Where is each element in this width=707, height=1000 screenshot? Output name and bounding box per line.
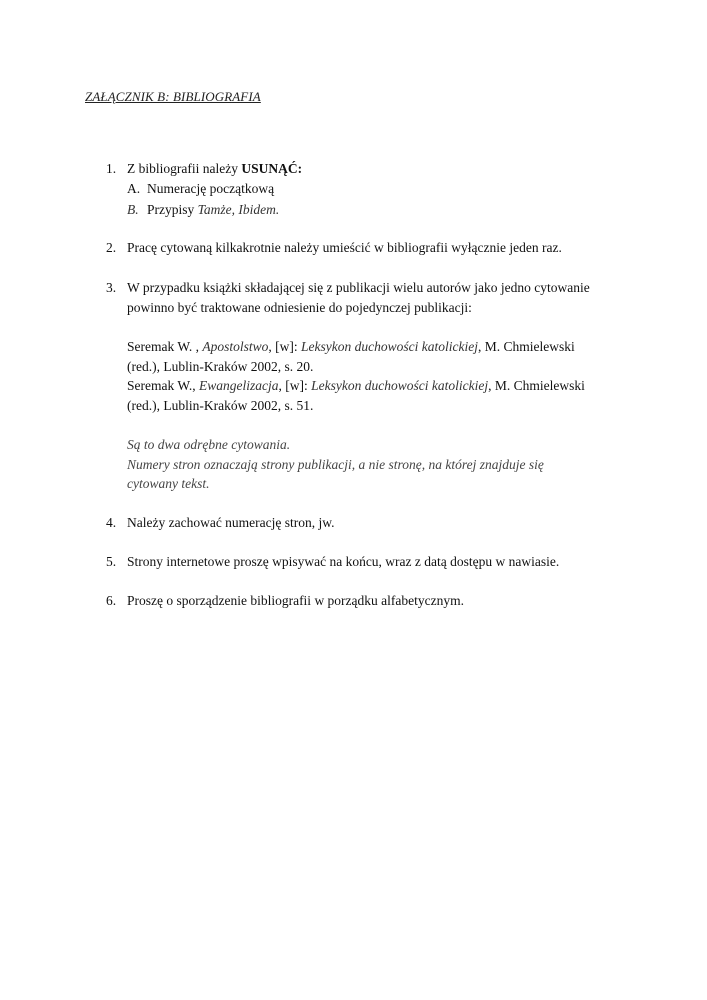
citation-in: , [w]: xyxy=(278,378,312,393)
item-text-line: W przypadku książki składającej się z publikacji wielu autorów jako jedno cytowanie xyxy=(127,280,590,295)
citation-author: Seremak W., xyxy=(127,378,199,393)
citation-example-line2: (red.), Lublin-Kraków 2002, s. 51. xyxy=(127,398,314,413)
citation-title: Ewangelizacja xyxy=(199,378,279,393)
item-number: 5. xyxy=(106,554,117,569)
item-number: 2. xyxy=(106,240,117,255)
item-text: Proszę o sporządzenie bibliografii w porządku alfabetycznym. xyxy=(127,593,464,608)
citation-editor: , M. Chmielewski xyxy=(488,378,585,393)
sub-item-text-prefix: Przypisy xyxy=(147,202,198,217)
sub-item-letter: A. xyxy=(127,181,141,196)
sub-item-text xyxy=(147,202,279,218)
item-text-bold: USUNĄĆ: xyxy=(241,161,303,176)
item-number: 3. xyxy=(106,280,117,295)
item-text xyxy=(127,161,302,177)
note-line: Są to dwa odrębne cytowania. xyxy=(127,437,291,452)
item-text-line: powinno być traktowane odniesienie do pojedynczej publikacji: xyxy=(127,300,472,315)
citation-example-line2: (red.), Lublin-Kraków 2002, s. 20. xyxy=(127,359,314,374)
citation-in: , [w]: xyxy=(268,339,302,354)
item-text: Pracę cytowaną kilkakrotnie należy umieścić w bibliografii wyłącznie jeden raz. xyxy=(127,240,562,255)
page-heading: ZAŁĄCZNIK B: BIBLIOGRAFIA xyxy=(85,89,261,104)
citation-example xyxy=(127,378,585,394)
sub-item-text-italic: Tamże, Ibidem. xyxy=(197,202,280,217)
item-text: Strony internetowe proszę wpisywać na końcu, wraz z datą dostępu w nawiasie. xyxy=(127,554,560,569)
item-text-prefix: Z bibliografii należy xyxy=(127,161,242,176)
citation-source: Leksykon duchowości katolickiej xyxy=(301,339,478,354)
citation-editor: , M. Chmielewski xyxy=(477,339,575,354)
citation-title: Apostolstwo xyxy=(202,339,269,354)
note-line: Numery stron oznaczają strony publikacji, a nie stronę, na której znajduje się xyxy=(127,457,544,472)
sub-item-text: Numerację początkową xyxy=(147,181,275,196)
citation-example xyxy=(127,339,575,355)
note-line: cytowany tekst. xyxy=(127,476,210,491)
citation-source: Leksykon duchowości katolickiej xyxy=(311,378,489,393)
citation-author: Seremak W. , xyxy=(127,339,203,354)
sub-item-letter: B. xyxy=(127,202,139,217)
item-text: Należy zachować numerację stron, jw. xyxy=(127,515,335,530)
item-number: 4. xyxy=(106,515,117,530)
item-number: 1. xyxy=(106,161,117,176)
item-number: 6. xyxy=(106,593,117,608)
